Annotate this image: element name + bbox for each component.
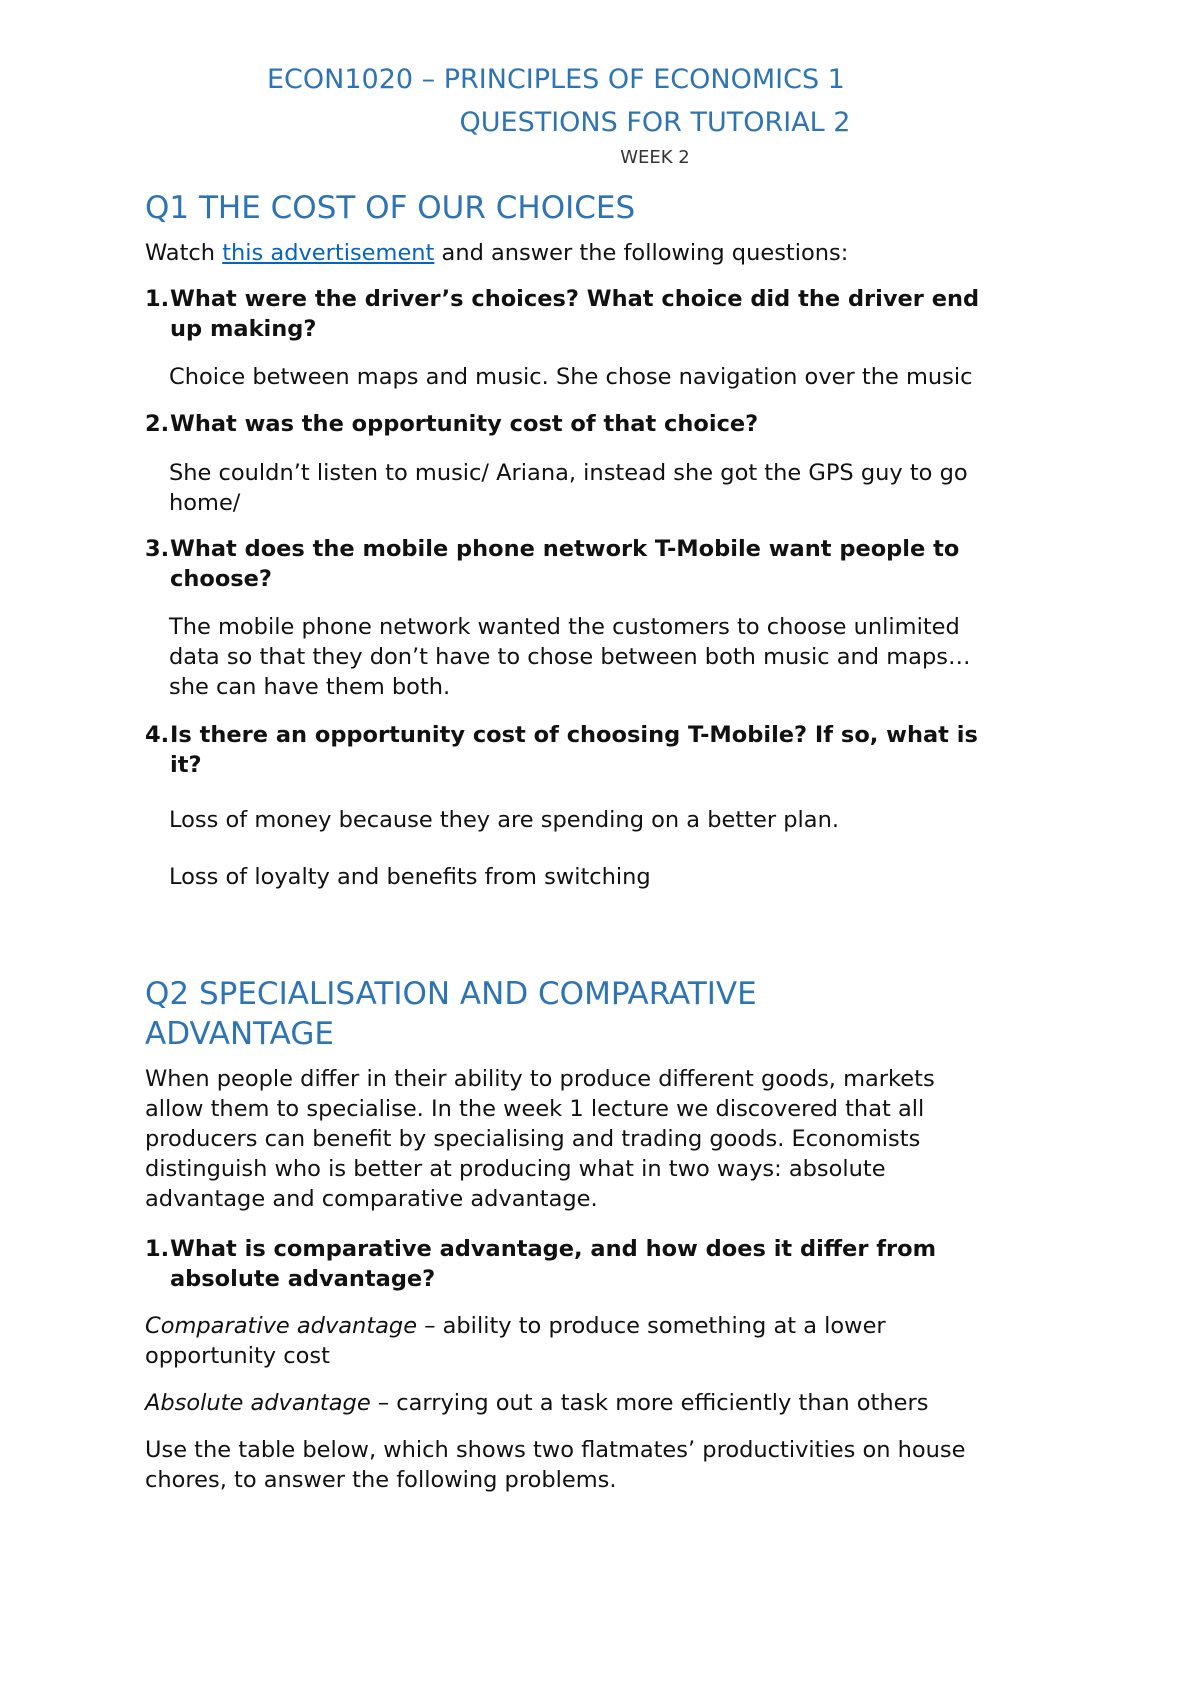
question-text-cont: choose? xyxy=(170,566,272,592)
answer-line: she can have them both. xyxy=(169,674,451,700)
question-number: 1. xyxy=(145,1236,170,1262)
question-number: 3. xyxy=(145,536,170,562)
q1-answer-4b: Loss of loyalty and benefits from switching xyxy=(169,864,651,890)
question-text-cont: absolute advantage? xyxy=(170,1266,436,1292)
paragraph-line: advantage and comparative advantage. xyxy=(145,1186,598,1212)
comparative-definition xyxy=(145,1311,1085,1371)
answer-line: The mobile phone network wanted the customers to choose unlimited xyxy=(169,614,960,640)
q1-intro-before: Watch xyxy=(145,240,223,266)
q1-answer-3 xyxy=(169,612,1069,702)
paragraph-line: distinguish who is better at producing what in two ways: absolute xyxy=(145,1156,886,1182)
q2-paragraph xyxy=(145,1064,1085,1214)
comparative-def-cont: opportunity cost xyxy=(145,1343,330,1369)
q2-heading xyxy=(145,974,1045,1054)
title-line-2: QUESTIONS FOR TUTORIAL 2 xyxy=(459,107,851,138)
answer-line: data so that they don’t have to chose between both music and maps… xyxy=(169,644,971,670)
question-number: 4. xyxy=(145,722,170,748)
q1-answer-1: Choice between maps and music. She chose navigation over the music xyxy=(169,364,973,390)
table-intro-line: Use the table below, which shows two flatmates’ productivities on house xyxy=(145,1437,966,1463)
absolute-definition xyxy=(145,1388,1085,1418)
q1-question-4 xyxy=(145,720,1065,780)
q1-answer-4a: Loss of money because they are spending on a better plan. xyxy=(169,807,839,833)
question-number: 2. xyxy=(145,411,170,437)
question-text: What does the mobile phone network T-Mobile want people to xyxy=(170,536,960,562)
paragraph-line: allow them to specialise. In the week 1 lecture we discovered that all xyxy=(145,1096,925,1122)
q1-question-1 xyxy=(145,284,1065,344)
q2-heading-line: Q2 SPECIALISATION AND COMPARATIVE xyxy=(145,976,757,1012)
paragraph-line: When people differ in their ability to produce different goods, markets xyxy=(145,1066,935,1092)
question-text: What was the opportunity cost of that choice? xyxy=(170,411,759,437)
advertisement-link[interactable]: this advertisement xyxy=(222,240,435,266)
question-text-cont: up making? xyxy=(170,316,317,342)
question-text: Is there an opportunity cost of choosing T-Mobile? If so, what is xyxy=(170,722,978,748)
q1-answer-2 xyxy=(169,458,1069,518)
q2-heading-line: ADVANTAGE xyxy=(145,1016,334,1052)
answer-line: home/ xyxy=(169,490,241,516)
q2-question-1 xyxy=(145,1234,1065,1294)
comparative-term: Comparative advantage xyxy=(145,1313,418,1339)
question-text: What were the driver’s choices? What choice did the driver end xyxy=(170,286,980,312)
q1-question-2 xyxy=(145,409,1065,439)
absolute-def: – carrying out a task more efficiently than others xyxy=(370,1390,929,1416)
question-number: 1. xyxy=(145,286,170,312)
q1-question-3 xyxy=(145,534,1065,594)
q1-intro-after: and answer the following questions: xyxy=(434,240,849,266)
answer-line: She couldn’t listen to music/ Ariana, instead she got the GPS guy to go xyxy=(169,460,968,486)
q1-heading: Q1 THE COST OF OUR CHOICES xyxy=(145,190,636,226)
comparative-def: – ability to produce something at a lower xyxy=(417,1313,886,1339)
week-label: WEEK 2 xyxy=(620,147,690,168)
question-text-cont: it? xyxy=(170,752,202,778)
q1-intro xyxy=(145,238,1085,268)
absolute-term: Absolute advantage xyxy=(145,1390,371,1416)
table-intro xyxy=(145,1435,1085,1495)
paragraph-line: producers can benefit by specialising and trading goods. Economists xyxy=(145,1126,921,1152)
table-intro-line: chores, to answer the following problems. xyxy=(145,1467,617,1493)
title-line-1: ECON1020 – PRINCIPLES OF ECONOMICS 1 xyxy=(267,64,845,95)
question-text: What is comparative advantage, and how does it differ from xyxy=(170,1236,937,1262)
